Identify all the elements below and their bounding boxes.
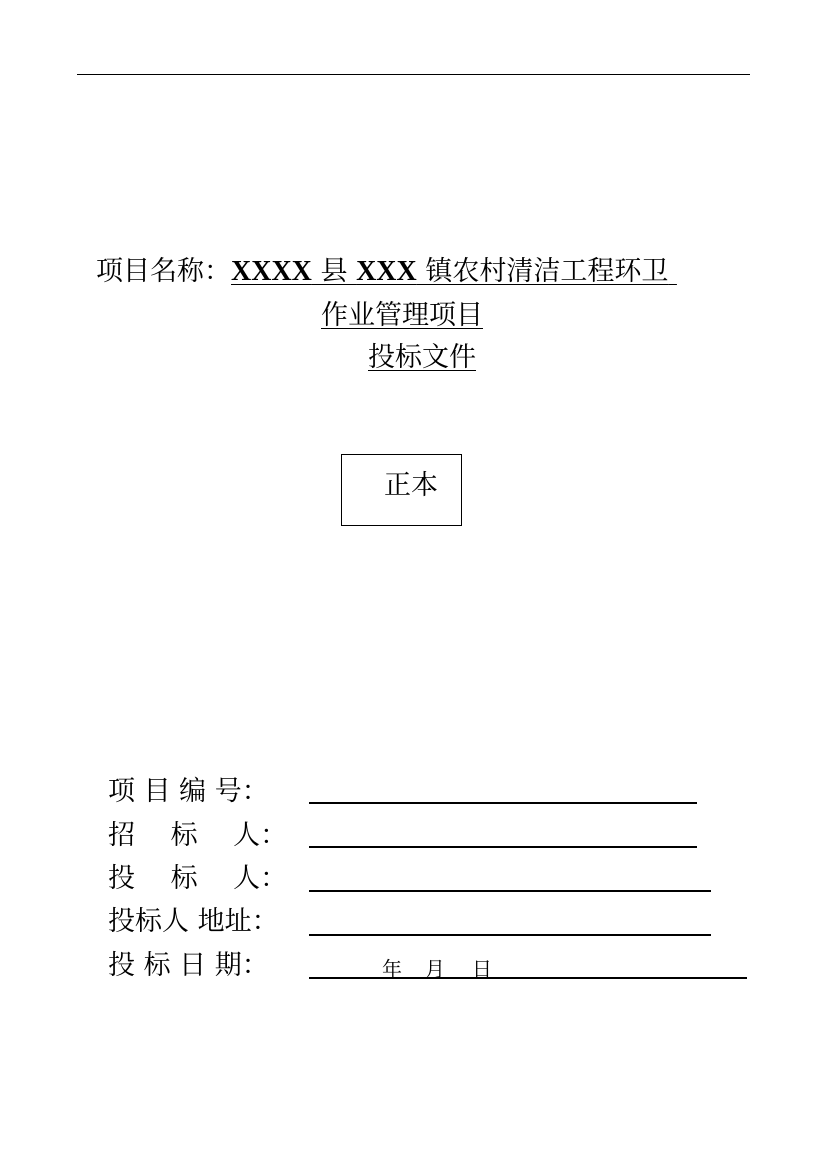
header-rule [77,74,750,75]
project-title-line-1 [96,256,677,288]
project-number-label: 项 目 编 号： [108,776,269,807]
bid-date-day: 日 [472,957,492,981]
project-number-line[interactable] [309,802,697,804]
original-copy-label: 正本 [384,470,438,501]
bid-date-line[interactable] [309,977,747,979]
bidder-address-label: 投标人 地址： [108,906,279,937]
original-copy-box [341,454,462,526]
project-title-line-2: 作业管理项目 [321,300,483,331]
bid-date-year: 年 [382,957,402,981]
bidder-address-line[interactable] [309,934,711,936]
project-name-value: XXXX 县 XXX 镇农村清洁工程环卫 [231,256,669,287]
tenderer-line[interactable] [309,846,697,848]
tenderer-label: 招 标 人： [108,820,288,851]
project-name-label: 项目名称： [96,256,231,287]
document-type-title: 投标文件 [368,342,476,373]
bid-date-label: 投 标 日 期： [108,950,269,981]
bidder-label: 投 标 人： [108,863,288,894]
bid-date-month: 月 [425,957,445,981]
bidder-line[interactable] [309,890,711,892]
